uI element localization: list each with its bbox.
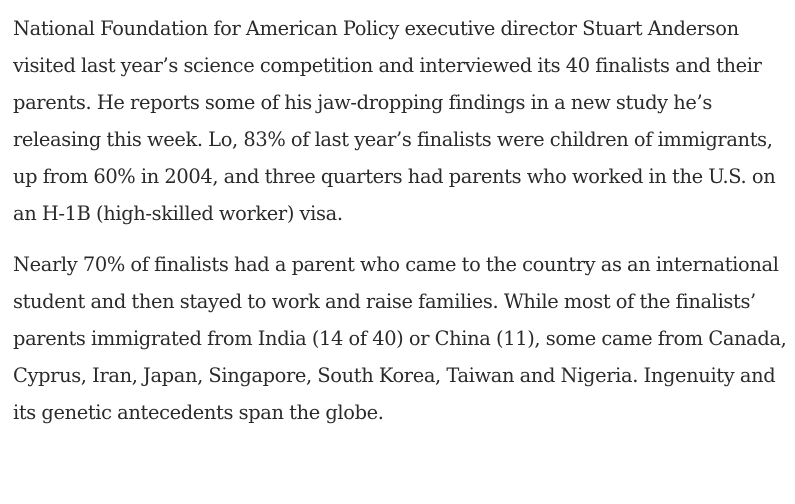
article-body: [13, 10, 791, 431]
article-paragraph-2: Nearly 70% of finalists had a parent who came to the country as an international student and then stayed to work and raise families. While most of the finalists’ parents immigrated from India (14 of 40) or China (11), some came from Canada, Cyprus, Iran, Japan, Singapore, South Korea, Taiwan and Nigeria. Ingenuity and its genetic antecedents span the globe.: [13, 253, 787, 424]
article-paragraph-1: National Foundation for American Policy executive director Stuart Anderson visited last year’s science competition and interviewed its 40 finalists and their parents. He reports some of his jaw-dropping findings in a new study he’s releasing this week. Lo, 83% of last year’s finalists were children of immigrants, up from 60% in 2004, and three quarters had parents who worked in the U.S. on an H-1B (high-skilled worker) visa.: [13, 17, 776, 225]
